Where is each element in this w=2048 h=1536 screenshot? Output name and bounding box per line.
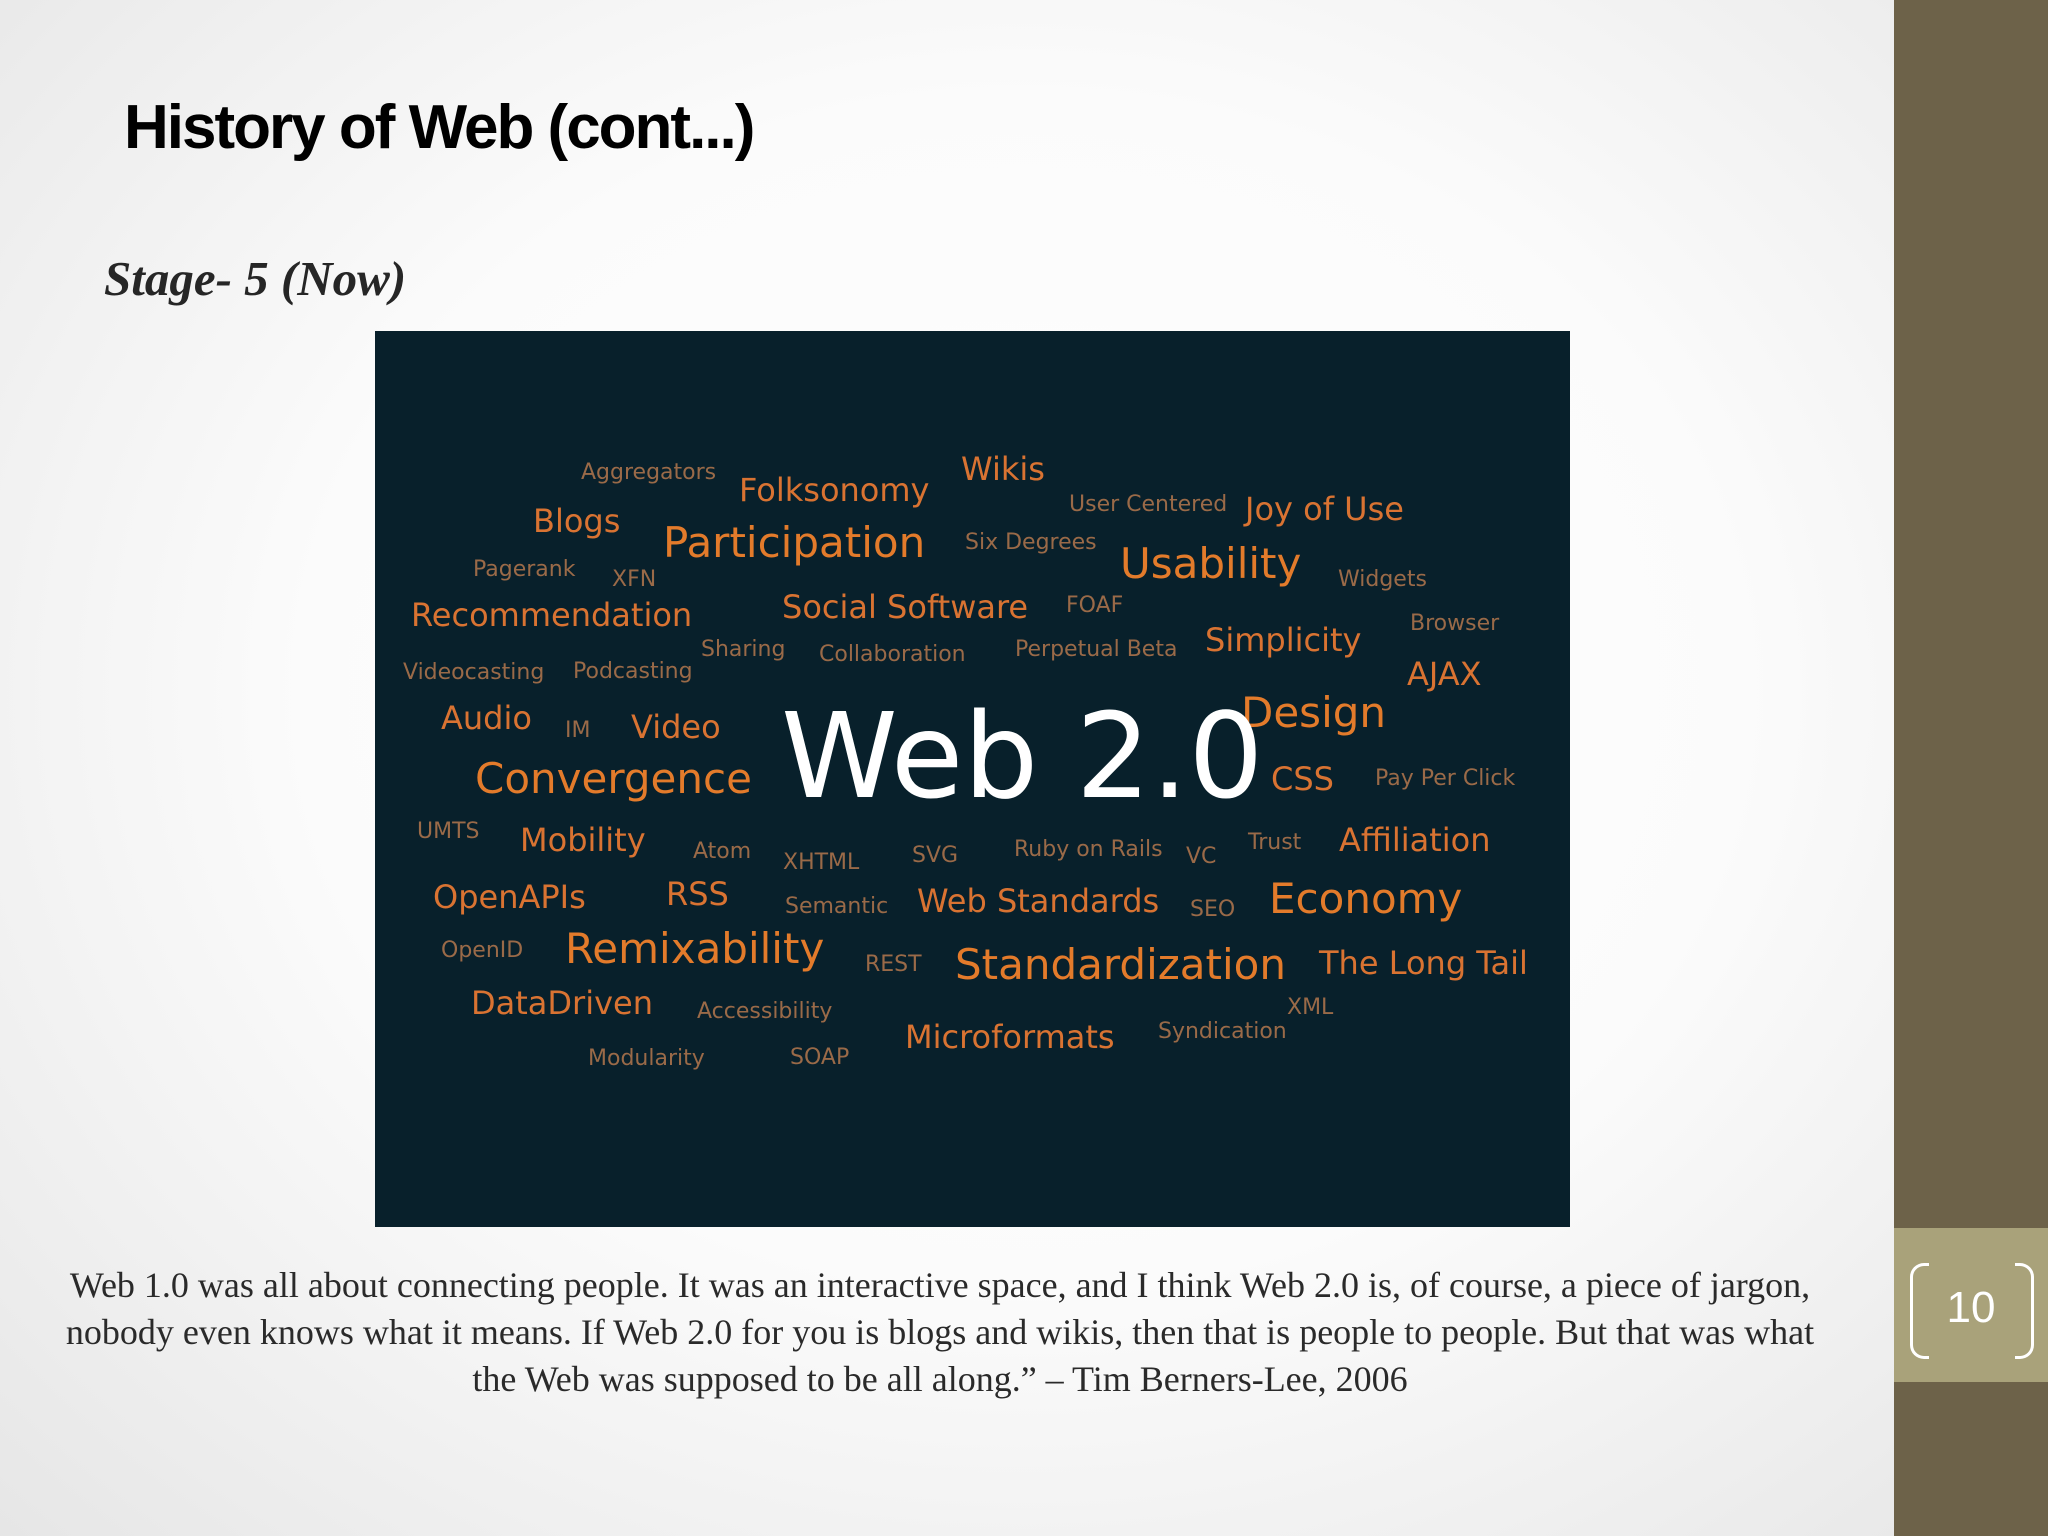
slide-title: History of Web (cont...): [124, 93, 754, 162]
cloud-word: Six Degrees: [965, 530, 1097, 555]
slide-subtitle: Stage- 5 (Now): [104, 251, 407, 306]
cloud-word: Wikis: [961, 450, 1045, 488]
cloud-word: Blogs: [533, 502, 621, 540]
cloud-word: Collaboration: [819, 642, 966, 667]
web20-word-cloud-image: [375, 331, 1570, 1227]
cloud-word: SVG: [912, 843, 959, 868]
cloud-word: Modularity: [588, 1046, 705, 1071]
cloud-word: FOAF: [1066, 593, 1124, 618]
cloud-word: RSS: [666, 875, 729, 913]
cloud-word: Usability: [1120, 539, 1302, 588]
cloud-word: Videocasting: [403, 660, 545, 685]
cloud-word: CSS: [1271, 760, 1334, 798]
cloud-word: UMTS: [417, 819, 480, 844]
page-bracket-right: [2015, 1263, 2034, 1359]
cloud-word: Mobility: [520, 821, 646, 859]
cloud-word: Pagerank: [473, 557, 576, 582]
cloud-word: Web Standards: [917, 882, 1160, 920]
cloud-word: Simplicity: [1205, 621, 1362, 659]
cloud-word: Widgets: [1338, 567, 1427, 592]
tim-berners-lee-quote: Web 1.0 was all about connecting people. It was an interactive space, and I think Web 2.0 is, of course, a piece of jargon, nobody even knows what it means. If Web 2.0 for you is blogs and wikis, then that is people to people. But that was what the Web was supposed to be all along.” – Tim Berners-Lee, 2006: [65, 1265, 1815, 1399]
cloud-word: Podcasting: [573, 659, 693, 684]
cloud-word: Audio: [441, 699, 532, 737]
cloud-word: SOAP: [790, 1045, 850, 1070]
cloud-word: Remixability: [565, 924, 825, 973]
cloud-word: AJAX: [1407, 655, 1482, 693]
cloud-word: Convergence: [475, 754, 752, 803]
cloud-word: XFN: [612, 567, 657, 592]
page-number: 10: [1946, 1283, 1996, 1332]
cloud-word: Ruby on Rails: [1014, 837, 1163, 862]
cloud-word: Social Software: [782, 588, 1029, 626]
cloud-word: Atom: [693, 839, 752, 864]
cloud-word: Accessibility: [697, 999, 833, 1024]
cloud-word: Trust: [1248, 830, 1302, 855]
cloud-word: Joy of Use: [1245, 490, 1404, 528]
cloud-word: Sharing: [701, 637, 786, 662]
cloud-word: Semantic: [785, 894, 889, 919]
cloud-word: Syndication: [1158, 1019, 1287, 1044]
cloud-word: VC: [1186, 844, 1217, 869]
cloud-word: SEO: [1190, 897, 1236, 922]
cloud-word: Browser: [1410, 611, 1500, 636]
cloud-word: DataDriven: [471, 984, 653, 1022]
cloud-word: Pay Per Click: [1375, 766, 1516, 791]
cloud-word: Recommendation: [411, 596, 693, 634]
cloud-word: Folksonomy: [739, 471, 930, 509]
cloud-word: Microformats: [905, 1018, 1115, 1056]
cloud-word: Video: [631, 708, 721, 746]
cloud-word: Participation: [663, 518, 926, 567]
cloud-word: Design: [1241, 688, 1387, 737]
cloud-word: REST: [865, 952, 922, 977]
cloud-word: XML: [1287, 995, 1334, 1020]
cloud-word: OpenAPIs: [433, 878, 586, 916]
cloud-word: User Centered: [1069, 492, 1228, 517]
cloud-center-word: Web 2.0: [781, 687, 1264, 825]
cloud-word: Perpetual Beta: [1015, 637, 1178, 662]
cloud-word: Economy: [1269, 874, 1463, 923]
cloud-word: Standardization: [955, 940, 1286, 989]
cloud-word: XHTML: [783, 850, 860, 875]
cloud-word: Affiliation: [1339, 821, 1491, 859]
cloud-word: Aggregators: [581, 460, 717, 485]
cloud-word: OpenID: [441, 938, 524, 963]
cloud-word: The Long Tail: [1319, 944, 1528, 982]
cloud-word: IM: [565, 718, 591, 743]
